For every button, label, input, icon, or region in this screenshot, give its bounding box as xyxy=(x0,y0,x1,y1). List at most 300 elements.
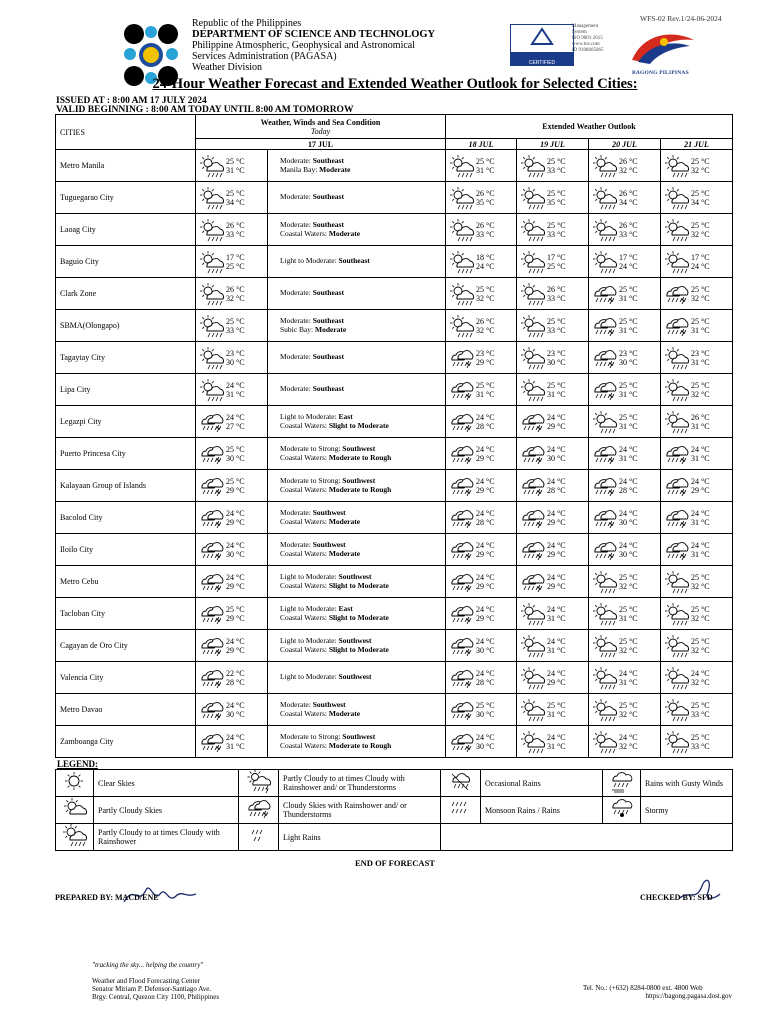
temp-high: 24 °C xyxy=(476,262,495,271)
legend-icon-cell xyxy=(56,824,94,851)
temp-low: 17 °C xyxy=(691,253,710,262)
temp-range xyxy=(691,381,710,399)
outlook-cell xyxy=(589,662,661,694)
temp-high: 29 °C xyxy=(547,422,566,431)
sea-label: Coastal Waters: xyxy=(280,452,329,462)
temp-range xyxy=(547,189,566,207)
temp-low: 26 °C xyxy=(476,189,495,198)
temp-low: 25 °C xyxy=(547,317,566,326)
outlook-cell xyxy=(589,342,661,374)
temp-high: 25 °C xyxy=(226,262,245,271)
temp-low: 24 °C xyxy=(547,637,566,646)
sea-label: Coastal Waters: xyxy=(280,644,329,654)
outlook-cell xyxy=(661,470,733,502)
temp-range xyxy=(691,413,710,431)
temp-range xyxy=(476,605,495,623)
sea-condition xyxy=(280,582,445,591)
wind-condition xyxy=(280,673,445,682)
temp-range xyxy=(619,285,638,303)
temp-range xyxy=(547,445,566,463)
temp-range xyxy=(226,701,245,719)
outlook-cell xyxy=(446,342,517,374)
wind-condition xyxy=(280,289,445,298)
outlook-cell xyxy=(589,534,661,566)
wind-label: Light to Moderate: xyxy=(280,256,339,266)
temp-range xyxy=(547,477,566,495)
temp-low: 25 °C xyxy=(547,381,566,390)
today-weather-cell xyxy=(196,470,268,502)
temp-range xyxy=(691,637,710,655)
temp-low: 24 °C xyxy=(476,637,495,646)
today-header-title: Weather, Winds and Sea Condition xyxy=(260,117,381,127)
temp-range xyxy=(619,317,638,335)
temp-high: 32 °C xyxy=(691,614,710,623)
cert-text xyxy=(572,24,620,54)
today-weather-cell xyxy=(196,214,268,246)
wind-label: Moderate: xyxy=(280,156,313,165)
temp-range xyxy=(691,285,710,303)
temp-low: 26 °C xyxy=(226,285,245,294)
temp-low: 24 °C xyxy=(476,733,495,742)
cert-badge-name: TÜVRheinland xyxy=(524,53,560,59)
temp-high: 31 °C xyxy=(226,742,245,751)
temp-low: 24 °C xyxy=(226,381,245,390)
temp-high: 24 °C xyxy=(691,262,710,271)
temp-range xyxy=(619,733,638,751)
temp-high: 33 °C xyxy=(547,166,566,175)
today-weather-cell xyxy=(196,278,268,310)
division-text: Weather Division xyxy=(192,62,263,73)
temp-high: 31 °C xyxy=(691,518,710,527)
temp-high: 30 °C xyxy=(226,358,245,367)
outlook-cell xyxy=(517,182,589,214)
city-name: Iloilo City xyxy=(56,534,196,566)
today-date: 17 JUL xyxy=(196,139,446,150)
wind-sea-condition xyxy=(268,662,446,694)
temp-high: 29 °C xyxy=(476,454,495,463)
wind-value: Southwest xyxy=(338,672,372,682)
temp-range xyxy=(226,573,245,591)
table-row xyxy=(56,694,733,726)
wind-value: Southwest xyxy=(342,476,376,485)
table-row xyxy=(56,150,733,182)
outlook-cell xyxy=(446,150,517,182)
temp-high: 29 °C xyxy=(476,358,495,367)
temp-high: 29 °C xyxy=(226,486,245,495)
legend-icon-cell xyxy=(239,824,279,851)
temp-low: 24 °C xyxy=(547,605,566,614)
temp-range xyxy=(476,317,495,335)
temp-high: 29 °C xyxy=(226,614,245,623)
issued-at: ISSUED AT : 8:00 AM 17 JULY 2024 xyxy=(56,96,207,106)
outlook-cell xyxy=(446,374,517,406)
sea-value: Moderate xyxy=(328,228,361,238)
temp-low: 25 °C xyxy=(619,381,638,390)
temp-low: 24 °C xyxy=(691,509,710,518)
legend-icon-cell xyxy=(441,797,481,824)
wind-value: Southeast xyxy=(338,256,370,266)
temp-high: 32 °C xyxy=(619,710,638,719)
wind-label: Moderate to Strong: xyxy=(280,476,343,485)
outlook-cell xyxy=(517,214,589,246)
today-weather-cell xyxy=(196,406,268,438)
sea-condition xyxy=(280,710,445,719)
outlook-cell xyxy=(446,406,517,438)
temp-low: 24 °C xyxy=(476,541,495,550)
legend-label: Stormy xyxy=(641,797,733,824)
temp-range xyxy=(476,349,495,367)
temp-range xyxy=(476,253,495,271)
outlook-cell xyxy=(661,726,733,758)
temp-range xyxy=(476,541,495,559)
table-row xyxy=(56,214,733,246)
today-weather-cell xyxy=(196,726,268,758)
wind-sea-condition xyxy=(268,630,446,662)
temp-low: 17 °C xyxy=(547,253,566,262)
outlook-cell xyxy=(589,374,661,406)
temp-low: 24 °C xyxy=(547,541,566,550)
temp-low: 25 °C xyxy=(226,157,245,166)
today-weather-cell xyxy=(196,342,268,374)
city-name: Kalayaan Group of Islands xyxy=(56,470,196,502)
temp-high: 34 °C xyxy=(691,198,710,207)
temp-high: 31 °C xyxy=(476,166,495,175)
city-name: Zamboanga City xyxy=(56,726,196,758)
sea-value: Moderate to Rough xyxy=(328,484,392,494)
department-text: DEPARTMENT OF SCIENCE AND TECHNOLOGY xyxy=(192,29,436,40)
outlook-cell xyxy=(517,470,589,502)
temp-low: 25 °C xyxy=(691,733,710,742)
temp-high: 32 °C xyxy=(619,742,638,751)
temp-range xyxy=(226,381,245,399)
temp-low: 24 °C xyxy=(547,413,566,422)
temp-low: 24 °C xyxy=(691,669,710,678)
address-line: Senator Miriam P. Defensor-Santiago Ave. xyxy=(92,985,212,993)
sea-value: Moderate xyxy=(328,708,361,718)
temp-range xyxy=(619,509,638,527)
temp-high: 25 °C xyxy=(547,262,566,271)
checked-signature xyxy=(676,872,724,908)
city-name: SBMA(Olongapo) xyxy=(56,310,196,342)
temp-low: 25 °C xyxy=(691,701,710,710)
temp-range xyxy=(226,541,245,559)
outlook-cell xyxy=(446,246,517,278)
table-row xyxy=(56,598,733,630)
outlook-cell xyxy=(517,246,589,278)
temp-low: 22 °C xyxy=(226,669,245,678)
sea-label: Coastal Waters: xyxy=(280,612,329,622)
temp-high: 33 °C xyxy=(547,294,566,303)
prepared-by: PREPARED BY: MACD/ENE xyxy=(55,893,159,902)
ext-date-4: 21 JUL xyxy=(661,139,733,150)
temp-low: 24 °C xyxy=(547,477,566,486)
temp-range xyxy=(226,253,245,271)
temp-high: 30 °C xyxy=(476,646,495,655)
outlook-cell xyxy=(517,566,589,598)
wind-value: Southwest xyxy=(342,444,376,453)
table-row xyxy=(56,374,733,406)
wind-value: Southeast xyxy=(312,316,344,325)
wind-value: Southeast xyxy=(312,156,344,165)
wind-label: Moderate: xyxy=(280,220,313,229)
city-name: Metro Manila xyxy=(56,150,196,182)
outlook-cell xyxy=(661,310,733,342)
table-row xyxy=(56,470,733,502)
temp-range xyxy=(476,285,495,303)
occasional-rains-icon xyxy=(448,787,474,796)
sea-condition xyxy=(280,614,445,623)
outlook-cell xyxy=(517,534,589,566)
temp-range xyxy=(547,669,566,687)
temp-range xyxy=(619,637,638,655)
sea-condition xyxy=(280,326,445,335)
wind-label: Light to Moderate: xyxy=(280,412,339,421)
legend-label: Occasional Rains xyxy=(481,770,603,797)
issue-info xyxy=(56,97,353,115)
temp-range xyxy=(476,189,495,207)
outlook-cell xyxy=(446,694,517,726)
temp-low: 25 °C xyxy=(226,317,245,326)
cert-line: System xyxy=(572,30,587,35)
outlook-cell xyxy=(589,470,661,502)
wind-label: Moderate to Strong: xyxy=(280,732,343,741)
outlook-cell xyxy=(589,182,661,214)
temp-high: 33 °C xyxy=(226,326,245,335)
wind-sea-condition xyxy=(268,310,446,342)
temp-low: 25 °C xyxy=(691,317,710,326)
temp-high: 31 °C xyxy=(619,454,638,463)
temp-range xyxy=(547,541,566,559)
temp-low: 25 °C xyxy=(476,701,495,710)
outlook-cell xyxy=(661,438,733,470)
outlook-cell xyxy=(589,246,661,278)
temp-low: 25 °C xyxy=(547,701,566,710)
temp-range xyxy=(547,733,566,751)
temp-high: 30 °C xyxy=(547,358,566,367)
sea-condition xyxy=(280,166,445,175)
temp-range xyxy=(547,285,566,303)
wind-sea-condition xyxy=(268,214,446,246)
legend-label: Clear Skies xyxy=(94,770,239,797)
temp-high: 29 °C xyxy=(547,678,566,687)
temp-high: 33 °C xyxy=(691,710,710,719)
temp-high: 31 °C xyxy=(547,742,566,751)
wind-label: Light to Moderate: xyxy=(280,636,339,645)
temp-low: 25 °C xyxy=(547,189,566,198)
temp-low: 24 °C xyxy=(619,541,638,550)
temp-range xyxy=(476,445,495,463)
temp-high: 31 °C xyxy=(226,166,245,175)
temp-low: 24 °C xyxy=(691,477,710,486)
temp-low: 24 °C xyxy=(226,509,245,518)
temp-low: 24 °C xyxy=(619,445,638,454)
cert-line: ISO 9001:2015 xyxy=(572,36,603,41)
city-name: Tagaytay City xyxy=(56,342,196,374)
table-row xyxy=(56,630,733,662)
temp-range xyxy=(476,381,495,399)
wind-sea-condition xyxy=(268,694,446,726)
table-row xyxy=(56,534,733,566)
temp-high: 29 °C xyxy=(691,486,710,495)
temp-range xyxy=(619,573,638,591)
wind-condition xyxy=(280,257,445,266)
temp-low: 26 °C xyxy=(547,285,566,294)
temp-high: 29 °C xyxy=(547,518,566,527)
temp-range xyxy=(619,157,638,175)
temp-range xyxy=(476,637,495,655)
city-name: Lipa City xyxy=(56,374,196,406)
temp-high: 29 °C xyxy=(476,614,495,623)
temp-low: 24 °C xyxy=(476,509,495,518)
sea-value: Slight to Moderate xyxy=(328,580,389,590)
temp-low: 24 °C xyxy=(476,605,495,614)
sea-value: Moderate xyxy=(315,324,347,334)
table-row xyxy=(56,278,733,310)
legend-icon-cell xyxy=(239,770,279,797)
sea-value: Slight to Moderate xyxy=(328,420,389,430)
outlook-cell xyxy=(661,534,733,566)
forecast-body xyxy=(56,150,733,758)
temp-low: 25 °C xyxy=(476,157,495,166)
outlook-cell xyxy=(661,406,733,438)
temp-high: 31 °C xyxy=(547,710,566,719)
temp-range xyxy=(691,221,710,239)
address-block xyxy=(92,977,219,1001)
outlook-cell xyxy=(661,694,733,726)
temp-low: 25 °C xyxy=(619,605,638,614)
temp-range xyxy=(691,509,710,527)
table-row xyxy=(56,406,733,438)
temp-low: 24 °C xyxy=(619,733,638,742)
temp-range xyxy=(691,445,710,463)
temp-low: 24 °C xyxy=(547,445,566,454)
outlook-cell xyxy=(517,278,589,310)
temp-low: 25 °C xyxy=(226,605,245,614)
end-of-forecast: END OF FORECAST xyxy=(355,858,435,868)
temp-range xyxy=(619,253,638,271)
wind-value: Southwest xyxy=(338,572,372,581)
legend-icon-cell xyxy=(603,770,641,797)
sea-label: Coastal Waters: xyxy=(280,516,329,526)
temp-range xyxy=(226,189,245,207)
table-row xyxy=(56,662,733,694)
clear-skies-icon xyxy=(62,787,88,796)
address-line: Weather and Flood Forecasting Center xyxy=(92,977,200,985)
temp-high: 32 °C xyxy=(476,326,495,335)
outlook-cell xyxy=(661,630,733,662)
temp-high: 32 °C xyxy=(691,646,710,655)
outlook-cell xyxy=(517,310,589,342)
sea-condition xyxy=(280,454,445,463)
sea-label: Coastal Waters: xyxy=(280,420,329,430)
outlook-cell xyxy=(517,694,589,726)
temp-high: 29 °C xyxy=(226,582,245,591)
wind-label: Moderate: xyxy=(280,316,313,325)
temp-range xyxy=(619,477,638,495)
outlook-cell xyxy=(589,630,661,662)
temp-range xyxy=(619,349,638,367)
table-row xyxy=(56,502,733,534)
temp-range xyxy=(226,445,245,463)
temp-high: 32 °C xyxy=(619,166,638,175)
temp-range xyxy=(226,157,245,175)
temp-low: 25 °C xyxy=(476,285,495,294)
checked-by: CHECKED BY: SFD xyxy=(640,893,713,902)
city-name: Metro Davao xyxy=(56,694,196,726)
republic-text: Republic of the Philippines xyxy=(192,18,302,29)
sea-label: Subic Bay: xyxy=(280,324,315,334)
temp-range xyxy=(619,381,638,399)
city-name: Tacloban City xyxy=(56,598,196,630)
temp-high: 32 °C xyxy=(476,294,495,303)
temp-low: 25 °C xyxy=(226,445,245,454)
page-title: 24-Hour Weather Forecast and Extended Weather Outlook for Selected Cities: xyxy=(152,76,638,92)
wind-condition xyxy=(280,353,445,362)
temp-range xyxy=(547,509,566,527)
temp-high: 33 °C xyxy=(619,230,638,239)
temp-high: 33 °C xyxy=(547,326,566,335)
temp-low: 18 °C xyxy=(476,253,495,262)
temp-high: 31 °C xyxy=(691,454,710,463)
wind-value: East xyxy=(338,604,353,613)
outlook-cell xyxy=(517,502,589,534)
temp-high: 29 °C xyxy=(476,486,495,495)
outlook-cell xyxy=(446,630,517,662)
temp-range xyxy=(547,253,566,271)
temp-range xyxy=(547,701,566,719)
temp-high: 28 °C xyxy=(226,678,245,687)
temp-low: 24 °C xyxy=(226,733,245,742)
temp-range xyxy=(691,317,710,335)
legend-label: Partly Cloudy Skies xyxy=(94,797,239,824)
wind-sea-condition xyxy=(268,502,446,534)
temp-low: 24 °C xyxy=(476,445,495,454)
outlook-cell xyxy=(446,502,517,534)
outlook-cell xyxy=(661,214,733,246)
temp-range xyxy=(619,541,638,559)
table-row xyxy=(56,726,733,758)
valid-beginning: VALID BEGINNING : 8:00 AM TODAY UNTIL 8:00 AM TOMORROW xyxy=(56,105,354,115)
legend-label: Cloudy Skies with Rainshower and/ or Thunderstorms xyxy=(279,797,441,824)
wind-condition xyxy=(280,385,445,394)
temp-low: 25 °C xyxy=(619,573,638,582)
sea-value: Moderate xyxy=(328,516,361,526)
forecast-table xyxy=(55,114,733,758)
temp-low: 26 °C xyxy=(619,157,638,166)
temp-low: 24 °C xyxy=(691,445,710,454)
temp-low: 23 °C xyxy=(476,349,495,358)
temp-high: 28 °C xyxy=(476,678,495,687)
outlook-cell xyxy=(589,566,661,598)
temp-low: 25 °C xyxy=(476,381,495,390)
wind-value: East xyxy=(338,412,353,421)
temp-low: 23 °C xyxy=(547,349,566,358)
outlook-cell xyxy=(517,598,589,630)
temp-range xyxy=(476,669,495,687)
temp-high: 31 °C xyxy=(691,422,710,431)
today-weather-cell xyxy=(196,374,268,406)
temp-low: 26 °C xyxy=(476,317,495,326)
temp-low: 25 °C xyxy=(691,605,710,614)
sea-label: Coastal Waters: xyxy=(280,708,329,718)
outlook-cell xyxy=(661,182,733,214)
temp-range xyxy=(476,477,495,495)
outlook-cell xyxy=(517,438,589,470)
sea-condition xyxy=(280,646,445,655)
temp-high: 31 °C xyxy=(619,326,638,335)
today-weather-cell xyxy=(196,598,268,630)
sea-label: Coastal Waters: xyxy=(280,548,329,558)
